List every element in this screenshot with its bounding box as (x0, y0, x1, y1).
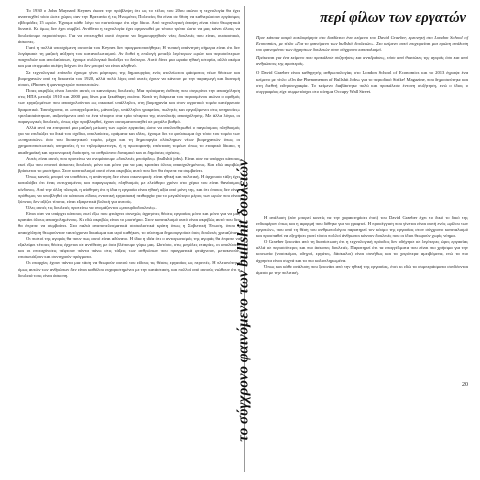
vertical-title-block (230, 130, 258, 470)
left-paragraph: Ποιες ακριβώς είναι λοιπόν αυτές οι καινούριες δουλειές; Μια πρόσφατη έκθεση που συγκρίνει την απασχόληση στις ΗΠΑ μεταξύ 1910 και 2000 μας δίνει μια ξεκάθαρη εικόνα. Κατά τη διάρκεια του περασμένου αιώνα ο αριθμός των εργαζομένων που απασχολούνται ως οικιακοί υπάλληλοι, στη βιομηχανία και στον αγροτικό τομέα κατέρρευσε δραματικά. Ταυτόχρονα, οι «επαγγελματίες, μάνατζερ, υπάλληλοι γραφείου, πωλητές και εργαζόμενοι στις υπηρεσίες» τριπλασιάστηκαν, αυξανόμενοι από το ένα τέταρτο στα τρία τέταρτα της συνολικής απασχόλησης. Με άλλα λόγια, οι παραγωγικές δουλειές, όπως είχε προβλεφθεί, έχουν αυτοματοποιηθεί σε μεγάλο βαθμό. (18, 88, 240, 124)
blank-space (256, 97, 468, 215)
author-note: Ο David Graeber είναι καθηγητής ανθρωπολογίας στο London School of Economics και το 2013 έγραψε ένα κείμενο με τίτλο «On the Phenomenon of Bullshit Jobs» για το περιοδικό Strike! Magazine, που δημοσιεύτηκε και στη διεθνή ειδησεογραφία. Το κείμενο διαβάστηκε πολύ και προκάλεσε έντονη συζήτηση, ενώ ο ίδιος ο συγγραφέας είχε συμμετάσχει στο κίνημα Occupy Wall Street. (256, 70, 468, 94)
left-article-column (18, 8, 240, 470)
left-paragraph: Οι επαρχίες έχουν πάντα μια τάση να θεωρούν αυτού του είδους τις θέσεις εργασίας ως περιττές. Η πλειονότητα όμως αυτών των ανθρώπων δεν είναι καθόλου ευχαριστημένοι με την κατάσταση, και πολλοί από αυτούς νιώθουν ότι η δουλειά τους είναι άσκοπη. (18, 260, 240, 278)
left-paragraph: Αλλά αντί να επιτραπεί μια μαζική μείωση των ωρών εργασίας ώστε να απελευθερωθεί ο παγκόσμιος πληθυσμός για να επιδιώξει τα δικά του σχέδια, απολαύσεις, οράματα και ιδέες, έχουμε δει το φούσκωμα όχι τόσο του τομέα των «υπηρεσιών» όσο του διοικητικού τομέα, μέχρι και τη δημιουργία ολόκληρων νέων βιομηχανιών όπως οι χρηματοπιστωτικές υπηρεσίες ή το τηλεμάρκετινγκ, ή η πρωτοφανής επέκταση τομέων όπως το εταιρικό δίκαιο, η ακαδημαϊκή και υγειονομική διοίκηση, το ανθρώπινο δυναμικό και οι δημόσιες σχέσεις. (18, 124, 240, 155)
left-paragraph: Όλες αυτές τις δουλειές προτείνω να ονομάζονται «μπουρδοδουλειές». (26, 205, 157, 210)
left-paragraph: Το 1930 ο John Maynard Keynes έκανε την πρόβλεψη ότι ως το τέλος του 20ου αιώνα η τεχνολογία θα έχει αναπτυχθεί τόσο ώστε χώρες σαν την Βρετανία ή τις Ηνωμένες Πολιτείες θα είναι σε θέση να καθιερώσουν εργάσιμες εβδομάδες 15 ωρών. Έχουμε κάθε λόγο να πιστεύουμε ότι είχε δίκιο. Από τεχνολογική άποψη είναι τόσο θεωρητικά δυνατό. Κι όμως δεν έχει συμβεί. Αντίθετα η τεχνολογία έχει οργανωθεί με τέτοιο τρόπο ώστε να μας κάνει όλους να δουλεύουμε περισσότερο. Για να επιτευχθεί αυτό έπρεπε να δημιουργηθούν νέες δουλειές που είναι, ουσιαστικά, άσκοπες. (18, 8, 240, 44)
article-intro (256, 35, 468, 67)
article-title: περί φίλων των εργατών (320, 10, 466, 26)
left-paragraph: Είναι σαν να υπάρχει κάποιος εκεί έξω που φτιάχνει συνεχώς άχρηστες θέσεις εργασίας μόνο και μόνο για να μας κρατάει όλους απασχολημένους. Κι εδώ ακριβώς είναι το μυστήριο. Στον καπιταλισμό αυτό είναι ακριβώς αυτό που δεν θα έπρεπε να συμβαίνει. Στα παλιά αναποτελεσματικά σοσιαλιστικά κράτη όπως η Σοβιετική Ένωση, όπου η απασχόληση θεωρούνταν ταυτόχρονα δικαίωμα και ιερό καθήκον, το σύστημα δημιουργούσε όσες δουλειές χρειαζόταν. (18, 211, 240, 235)
left-paragraph: Οι πιστοί της αγοράς θα πουν πως αυτό είναι αδύνατο. Η ίδια η ιδέα ότι ο ανταγωνισμός της αγοράς θα έπρεπε να εξαλείφει τέτοιες θέσεις έρχεται σε αντίθεση με όσα βλέπουμε γύρω μας. Ωστόσο, στις μεγάλες εταιρίες, οι απολύσεις και οι επιταχύνσεις πέφτουν πάντα πάνω στις τάξεις των ανθρώπων που πραγματικά φτιάχνουν, μετακινούν, επισκευάζουν και συντηρούν πράγματα. (18, 235, 240, 260)
intro-paragraph: Πρόκειται για ένα κείμενο που προκάλεσε συζητήσεις και αντιδράσεις, τόσο από θιασώτες της αγοράς όσο και από ανθρώπους της αριστεράς. (256, 55, 468, 67)
page-number: 20 (462, 382, 468, 388)
left-paragraph: Αυτές είναι αυτές που προτείνω να ονομάσουμε «δουλειές μπούρδες» (bullshit jobs). Είναι σαν να υπάρχει κάποιος εκεί έξω που επινοεί άσκοπες δουλειές μόνο και μόνο για να μας κρατάει όλους απασχολημένους. Και εδώ ακριβώς βρίσκεται το μυστήριο. Στον καπιταλισμό αυτό είναι ακριβώς αυτό που δεν θα έπρεπε να συμβαίνει. (18, 155, 240, 174)
left-paragraph: Όπως κανείς μπορεί να υποθέσει, η απάντηση δεν είναι οικονομική: είναι ηθική και πολιτική. Η άρχουσα τάξη έχει καταλάβει ότι ένας ευτυχισμένος και παραγωγικός πληθυσμός με ελεύθερο χρόνο στα χέρια του είναι θανάσιμος κίνδυνος. Από την άλλη πλευρά, η αίσθηση ότι η ίδια η εργασία είναι ηθική αξία από μόνη της, και ότι όποιος δεν είναι πρόθυμος να υποβληθεί σε κάποιου είδους εντατική εργασιακή πειθαρχία για το μεγαλύτερο μέρος των ωρών που είναι ξύπνιος δεν αξίζει τίποτα, είναι εξαιρετικά βολική για αυτούς. (18, 174, 240, 204)
vertical-title: το σύγχρονο φαινόμενο των bullshit δουλειών (235, 158, 252, 442)
body-paragraph: Όπως και κάθε ανάλυση που ξεκινάει από την ηθική της εργασίας, έτσι κι εδώ τα συμπεράσματα συνδέονται άμεσα με την πολιτική. (256, 263, 468, 275)
right-article-column (256, 8, 468, 470)
article-body (256, 215, 468, 276)
left-paragraph: Γιατί η πολλά υποσχόμενη ουτοπία του Keynes δεν πραγματοποιήθηκε; Η τυπική απάντηση σήμερα είναι ότι δεν λογάριασε τη μαζική αύξηση του καταναλωτισμού. Αν δοθεί η επιλογή μεταξύ λιγότερων ωρών και περισσότερων παιχνιδιών και απολαύσεων, έχουμε συλλογικά διαλέξει το δεύτερο. Αυτό δίνει μια ωραία ηθική ιστορία, αλλά ακόμα και μια στιγμιαία σκέψη δείχνει ότι δεν μπορεί να είναι αληθινό. (18, 44, 240, 69)
body-paragraph: Ο Graeber ξεκινάει από τη διαπίστωση ότι η τεχνολογική πρόοδος δεν οδήγησε σε λιγότερες ώρες εργασίας αλλά σε περισσότερες και πιο άσκοπες δουλειές. Παρατηρεί ότι τα επαγγέλματα που είναι πιο χρήσιμα για την κοινωνία (νοσοκόμοι, οδηγοί, εργάτες, δάσκαλοι) είναι συνήθως και τα χειρότερα αμειβόμενα, ενώ τα πιο άχρηστα είναι συχνά και τα πιο καλοπληρωμένα. (256, 239, 468, 263)
intro-paragraph: Πριν κάποια καιρό κυκλοφόρησε στο διαδίκτυο ένα κείμενο του David Graeber, ερευνητή στο London School of Economics, με τίτλο «Για το φαινόμενο των bullshit δουλειών». Στο κείμενο αυτό επιχειρείται μια πρώτη ανάλυση του φαινομένου των άχρηστων δουλειών στον σύγχρονο καπιταλισμό. (256, 35, 468, 53)
left-paragraph: Σε τεχνολογικό επίπεδο έχουμε γίνει μάρτυρες της δημιουργίας ενός ατελείωτου φάσματος νέων θέσεων και βιομηχανιών από τη δεκαετία του 1920, αλλά πολύ λίγες από αυτές έχουν να κάνουν με την παραγωγή και διανομή σουσι, iPhones ή φανταχτερών παπουτσιών. (18, 69, 240, 87)
body-paragraph: Η ανάλυση (εάν μπορεί κανείς να την χαρακτηρίσει έτσι) του David Graeber έχει το δικό το δικό της ενδιαφέρον όπως και η αφορμή που δόθηκε για να γραφτεί. Η προσέγγιση που γίνεται είναι αυτή ενός «φίλου των εργατών», που από τη θέση του ανθρωπολόγου παρατηρεί τον κόσμο της εργασίας στον σύγχρονο καπιταλισμό και προσπαθεί να εξηγήσει γιατί τόσοι πολλοί άνθρωποι κάνουν δουλειές που οι ίδιοι θεωρούν χωρίς νόημα. (256, 214, 468, 239)
